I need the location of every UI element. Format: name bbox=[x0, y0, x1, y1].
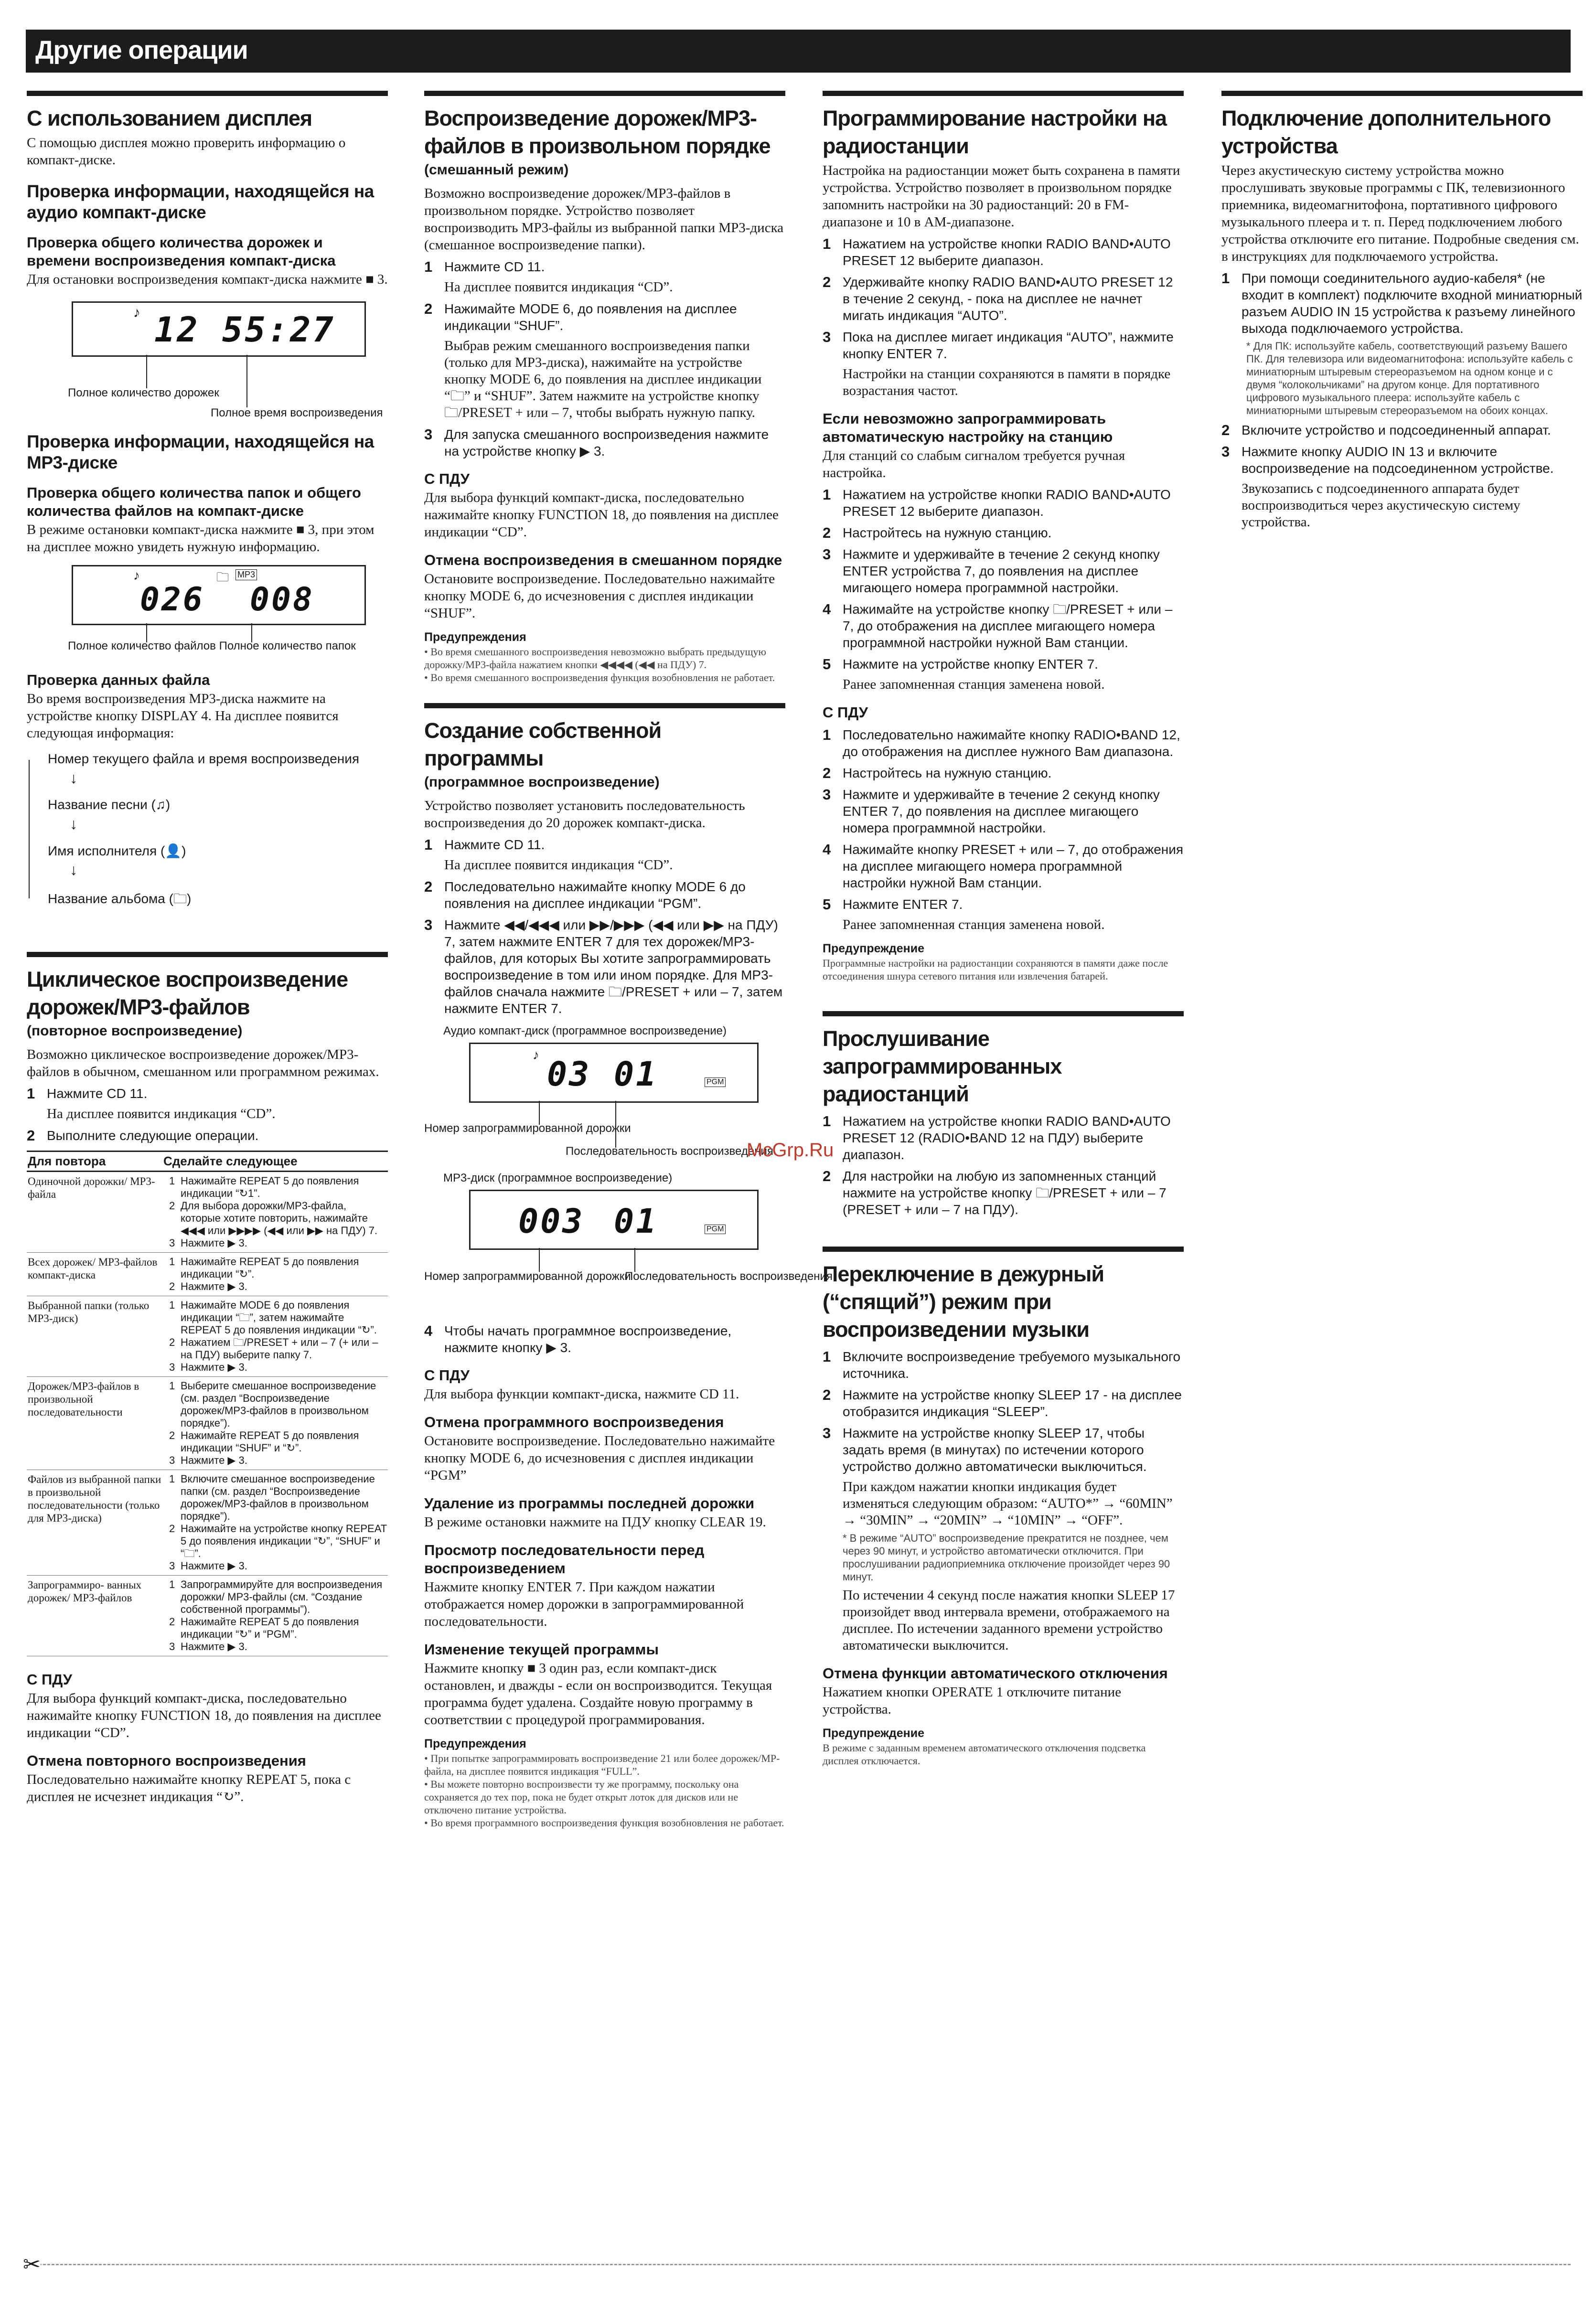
note-item: • При попытке запрограммировать воспроизведение 21 или более дорожек/MP-файла, на дисплее появится индикация “FULL”. bbox=[424, 1752, 780, 1777]
step-item: 3 Пока на дисплее мигает индикация “AUTO”, нажмите кнопку ENTER 7. Настройки на станции сохраняются в памяти в порядке возрастания частот. bbox=[823, 329, 1174, 398]
page-header bbox=[26, 30, 1571, 73]
caption-play-order: Последовательность воспроизведения bbox=[625, 1270, 833, 1283]
step-item: 2 Нажмите на устройстве кнопку SLEEP 17 - на дисплее отобразится индикация “SLEEP”. bbox=[823, 1386, 1182, 1419]
change-program-text: Нажмите кнопку ■ 3 один раз, если компакт-диск остановлен, и дважды - если он воспроизводится. Текущая программа будет удалена. Создайте новую программу в соответствии с процедурой программирования. bbox=[424, 1661, 772, 1727]
lcd-files: 026 bbox=[140, 581, 204, 618]
section-rule bbox=[823, 91, 1184, 96]
note-item: • Во время смешанного воспроизведения функция возобновления не работает. bbox=[424, 672, 775, 683]
subheading-cd-total: Проверка общего количества дорожек и времени воспроизведения компакт-диска bbox=[27, 234, 336, 269]
subheading-remote: С ПДУ bbox=[424, 470, 470, 487]
figure-label: Аудио компакт-диск (программное воспроизведение) bbox=[443, 1024, 727, 1037]
remote-text: Для выбора функций компакт-диска, последовательно нажимайте кнопку FUNCTION 18, до появления на дисплее индикации “CD”. bbox=[424, 490, 779, 540]
step-item: 3 Нажмите и удерживайте в течение 2 секунд кнопку ENTER 7, до появления на дисплее мигающего номера программной настройки. bbox=[823, 786, 1160, 835]
section-title-listen-preset: Прослушивание запрограммированных радиостанций bbox=[823, 1026, 1062, 1106]
step-item: 2 Настройтесь на нужную станцию. bbox=[823, 524, 1052, 541]
step-item: 4 Нажимайте на устройстве кнопку 🗀/PRESET + или – 7, до отображения на дисплее мигающего номера программной настройки нужной Вам станции. bbox=[823, 601, 1173, 650]
caption-programmed-track: Номер запрограммированной дорожки bbox=[424, 1270, 631, 1283]
table-row: Всех дорожек/ MP3-файлов компакт-диска 1 Нажимайте REPEAT 5 до появления индикации “↻”. 2 Нажмите ▶ 3. bbox=[27, 1253, 388, 1296]
step-item: 2 Настройтесь на нужную станцию. bbox=[823, 765, 1052, 781]
caption-play-order: Последовательность воспроизведения bbox=[566, 1145, 773, 1158]
arrow-down-icon: ↓ bbox=[70, 815, 77, 832]
remote-text: Для выбора функций компакт-диска, последовательно нажимайте кнопку FUNCTION 18, до появления на дисплее индикации “CD”. bbox=[27, 1691, 381, 1740]
cd-instruction: Для остановки воспроизведения компакт-диска нажмите ■ 3. bbox=[27, 272, 388, 287]
section-title-shuffle: Воспроизведение дорожек/MP3-файлов в произвольном порядке bbox=[424, 106, 771, 158]
column-1 bbox=[27, 91, 388, 1808]
subheading-delete-track: Удаление из программы последней дорожки bbox=[424, 1495, 755, 1512]
footnote: * В режиме “AUTO” воспроизведение прекратится не позднее, чем через 90 минут, и устройство автоматически отключится. При прослушивании радиоприемника отключение произойдет через 90 минут. bbox=[843, 1532, 1170, 1583]
section-subtitle: (повторное воспроизведение) bbox=[27, 1023, 243, 1039]
page-title: Другие операции bbox=[35, 36, 248, 64]
step-item: 1 Нажатием на устройстве кнопки RADIO BAND•AUTO PRESET 12 выберите диапазон. bbox=[823, 486, 1171, 519]
lcd-order: 01 bbox=[614, 1055, 658, 1094]
cancel-repeat-text: Последовательно нажимайте кнопку REPEAT 5, пока с дисплея не исчезнет индикация “↻”. bbox=[27, 1772, 351, 1804]
step-item: 1 Последовательно нажимайте кнопку RADIO•BAND 12, до отображения на дисплее нужного Вам диапазона. bbox=[823, 726, 1180, 759]
intro-text: Возможно воспроизведение дорожек/MP3-файлов в произвольном порядке. Устройство позволяет воспроизводить MP3-файлы из выбранной папки MP3-диска (смешанное воспроизведение папки). bbox=[424, 186, 784, 253]
lcd-value: 12 55:27 bbox=[154, 309, 335, 350]
step-item: 3 Нажмите кнопку AUDIO IN 13 и включите воспроизведение на подсоединенном устройстве. Звукозапись с подсоединенного аппарата будет воспроизводиться через акустическую систему устройства. bbox=[1221, 443, 1554, 530]
table-row: Выбранной папки (только MP3-диск) 1 Нажимайте MODE 6 до появления индикации “🗀”, затем нажимайте REPEAT 5 до появления индикации “↻”. 2 Нажатием 🗀/PRESET + или – 7 (+ или – на ПДУ) выберите папку 7. 3 Нажмите ▶ 3. bbox=[27, 1296, 388, 1377]
caption-total-time: Полное время воспроизведения bbox=[211, 406, 383, 419]
pgm-indicator: PGM bbox=[705, 1077, 726, 1087]
lcd-folders: 008 bbox=[250, 581, 314, 618]
cut-line bbox=[26, 2264, 1571, 2265]
heading-cd-info: Проверка информации, находящейся на аудио компакт-диске bbox=[27, 181, 374, 222]
caption-programmed-track: Номер запрограммированной дорожки bbox=[424, 1122, 631, 1135]
section-subtitle: (смешанный режим) bbox=[424, 162, 569, 178]
section-title-display: С использованием дисплея bbox=[27, 106, 312, 130]
step-item: 2 Выполните следующие операции. bbox=[27, 1127, 259, 1144]
sleep-after-text: По истечении 4 секунд после нажатия кнопки SLEEP 17 произойдет ввод интервала времени, отображаемого на дисплее. По истечении заданного времени устройство автоматически выключится. bbox=[843, 1588, 1175, 1653]
cancel-sleep-text: Нажатием кнопки OPERATE 1 отключите питание устройства. bbox=[823, 1684, 1122, 1717]
subheading-mp3-total: Проверка общего количества папок и общего количества файлов на компакт-диске bbox=[27, 484, 361, 519]
mp3-display-figure bbox=[27, 558, 388, 654]
lcd-order: 01 bbox=[614, 1202, 658, 1241]
table-row: Запрограммиро- ванных дорожек/ MP3-файлов 1 Запрограммируйте для воспроизведения дорожки/ MP3-файлы (см. “Создание собственной программы”). 2 Нажимайте REPEAT 5 до появления индикации “↻” и “PGM”. 3 Нажмите ▶ 3. bbox=[27, 1576, 388, 1656]
subheading-view-order: Просмотр последовательности перед воспроизведением bbox=[424, 1542, 705, 1577]
step-item: 3 Нажмите ◀◀/◀◀◀ или ▶▶/▶▶▶ (◀◀ или ▶▶ на ПДУ) 7, затем нажмите ENTER 7 для тех дорожек/MP3-файлов, для которых Вы хотите запрограммировать воспроизведение в том или ином порядке. Для MP3-файлов сначала нажмите 🗀/PRESET + или – 7, затем нажмите ENTER 7. bbox=[424, 917, 783, 1016]
table-row: Файлов из выбранной папки в произвольной последовательности (только для MP3-диска) 1 Включите смешанное воспроизведение папки (см. раздел “Воспроизведение дорожек/MP3-файлов в произвольном порядке”). 2 Нажимайте на устройстве кнопку REPEAT 5 до появления индикации “↻”, “SHUF” и “🗀”. 3 Нажмите ▶ 3. bbox=[27, 1470, 388, 1576]
flow-item: Номер текущего файла и время воспроизведения bbox=[48, 751, 360, 766]
section-rule bbox=[424, 91, 785, 96]
note-item: Программные настройки на радиостанции сохраняются в памяти даже после отсоединения шнура сетевого питания или извлечения батарей. bbox=[823, 957, 1168, 982]
table-header: Для повтора bbox=[27, 1151, 162, 1172]
shuffle-steps bbox=[424, 258, 785, 459]
mp3-instruction: В режиме остановки компакт-диска нажмите ■ 3, при этом на дисплее можно увидеть нужную информацию. bbox=[27, 522, 375, 554]
step-item: 5 Нажмите ENTER 7. Ранее запомненная станция заменена новой. bbox=[823, 896, 1105, 932]
cancel-shuffle-text: Остановите воспроизведение. Последовательно нажимайте кнопку MODE 6, до исчезновения с дисплея индикации “SHUF”. bbox=[424, 571, 775, 621]
leader-line bbox=[539, 1101, 540, 1125]
leader-line bbox=[634, 1248, 635, 1272]
step-item: 3 Для запуска смешанного воспроизведения нажмите на устройстве кнопку ▶ 3. bbox=[424, 426, 769, 458]
note-heading: Предупреждение bbox=[823, 1727, 925, 1740]
footnote: * Для ПК: используйте кабель, соответствующий разъему Вашего ПК. Для телевизора или видеомагнитофона: используйте кабель с миниатюрным штыревым стереоразъемом на одном конце и с двумя “колокольчиками” на другом конце. Для портативного цифрового музыкального плеера: используйте кабель с миниатюрными штыревым стереоразъемом на обоих концах. bbox=[1246, 340, 1573, 416]
note-icon: ♪ bbox=[533, 1048, 539, 1063]
lcd-display bbox=[469, 1190, 759, 1250]
note-item: • Во время программного воспроизведения функция возобновления не работает. bbox=[424, 1817, 784, 1829]
subheading-remote: С ПДУ bbox=[823, 704, 868, 721]
step-item: 3 Нажмите на устройстве кнопку SLEEP 17, чтобы задать время (в минутах) по истечении которого устройство должно автоматически выключиться. При каждом нажатии кнопки индикация будет изменяться следующим образом: “AUTO*” → “60MIN” → “30MIN” → “20MIN” → “10MIN” → “OFF”. * В режиме “AUTO” воспроизведение прекратится не позднее, чем через 90 минут, и устройство автоматически отключится. При прослушивании радиоприемника отключение произойдет через 90 минут. По истечении 4 секунд после нажатия кнопки SLEEP 17 произойдет ввод интервала времени, отображаемого на дисплее. По истечении заданного времени устройство автоматически выключится. bbox=[823, 1425, 1184, 1654]
note-item: В режиме с заданным временем автоматического отключения подсветка дисплея отключается. bbox=[823, 1742, 1146, 1767]
step-item: 4 Нажимайте кнопку PRESET + или – 7, до отображения на дисплее мигающего номера программной настройки нужной Вам станции. bbox=[823, 841, 1184, 890]
arrow-down-icon: ↓ bbox=[70, 861, 77, 878]
cancel-program-text: Остановите воспроизведение. Последовательно нажимайте кнопку MODE 6, до исчезновения с дисплея индикации “PGM” bbox=[424, 1433, 775, 1483]
remote-text: Для выбора функции компакт-диска, нажмите CD 11. bbox=[424, 1386, 739, 1402]
section-title-program: Создание собственной программы bbox=[424, 718, 662, 770]
flow-line bbox=[29, 760, 30, 898]
leader-line bbox=[146, 355, 147, 388]
section-title-repeat: Циклическое воспроизведение дорожек/MP3-файлов bbox=[27, 967, 348, 1019]
scissors-icon: ✂ bbox=[23, 2253, 41, 2276]
pgm-indicator: PGM bbox=[705, 1225, 726, 1234]
leader-line bbox=[539, 1248, 540, 1272]
note-heading: Предупреждение bbox=[823, 942, 925, 955]
subheading-remote: С ПДУ bbox=[27, 1671, 73, 1688]
cd-display-figure bbox=[27, 291, 388, 419]
intro-text: Через акустическую систему устройства можно прослушивать звуковые программы с ПК, телевизионного приемника, видеомагнитофона, портативного цифрового музыкального плеера и т. п. Перед подключением любого устройства отключите его питание. Подробные сведения см. в инструкциях для подключаемого устройства. bbox=[1221, 163, 1579, 264]
step-item: 1 При помощи соединительного аудио-кабеля* (не входит в комплект) подключите входной миниатюрный разъем AUDIO IN 15 устройства к разъему линейного выхода подключаемого устройства. * Для ПК: используйте кабель, соответствующий разъему Вашего ПК. Для телевизора или видеомагнитофона: используйте кабель с миниатюрным штыревым стереоразъемом на одном конце и с двумя “колокольчиками” на другом конце. Для портативного цифрового музыкального плеера: используйте кабель с миниатюрными штыревым стереоразъемом на обоих концах. bbox=[1221, 270, 1583, 416]
step-item: 2 Для настройки на любую из запомненных станций нажмите на устройстве кнопку 🗀/PRESET + или – 7 (PRESET + или – 7 на ПДУ). bbox=[823, 1168, 1167, 1217]
view-order-text: Нажмите кнопку ENTER 7. При каждом нажатии отображается номер дорожки в запрограммированной последовательности. bbox=[424, 1579, 744, 1629]
flow-item: Название песни (♫) bbox=[48, 797, 171, 812]
note-item: • Вы можете повторно воспроизвести ту же программу, поскольку она сохраняется до тех пор, пока не будет открыт лоток для дисков или не отключено питание устройства. bbox=[424, 1778, 739, 1816]
subheading-cancel-program: Отмена программного воспроизведения bbox=[424, 1414, 724, 1430]
lcd-track: 003 bbox=[518, 1202, 585, 1241]
table-header: Сделайте следующее bbox=[162, 1151, 388, 1172]
section-rule bbox=[27, 952, 388, 957]
subheading-cancel-shuffle: Отмена воспроизведения в смешанном порядке bbox=[424, 552, 782, 568]
caption-total-tracks: Полное количество дорожек bbox=[68, 386, 219, 399]
intro-text: Настройка на радиостанции может быть сохранена в памяти устройства. Устройство позволяет в произвольном порядке запомнить настройки на 30 радиостанций: 20 в FM-диапазоне и 10 в AM-диапазоне. bbox=[823, 163, 1180, 230]
heading-mp3-info: Проверка информации, находящейся на MP3-диске bbox=[27, 432, 374, 472]
intro-text: Возможно циклическое воспроизведение дорожек/MP3-файлов в обычном, смешанном или программном режимах. bbox=[27, 1047, 379, 1079]
step-item: 1 Включите воспроизведение требуемого музыкального источника. bbox=[823, 1348, 1181, 1381]
column-3 bbox=[823, 91, 1184, 1767]
section-rule bbox=[424, 703, 785, 708]
flow-item: Имя исполнителя (👤) bbox=[48, 843, 186, 858]
folder-icon: 🗀 bbox=[216, 570, 229, 584]
step-item: 1 Нажмите CD 11. На дисплее появится индикация “CD”. bbox=[27, 1085, 276, 1121]
step-item: 1 Нажатием на устройстве кнопки RADIO BAND•AUTO PRESET 12 выберите диапазон. bbox=[823, 235, 1171, 268]
step-item: 1 Нажмите CD 11. На дисплее появится индикация “CD”. bbox=[424, 836, 673, 873]
subheading-cancel-sleep: Отмена функции автоматического отключения bbox=[823, 1665, 1168, 1682]
delete-track-text: В режиме остановки нажмите на ПДУ кнопку CLEAR 19. bbox=[424, 1514, 766, 1530]
file-data-instruction: Во время воспроизведения MP3-диска нажмите на устройстве кнопку DISPLAY 4. На дисплее появится следующая информация: bbox=[27, 691, 339, 741]
note-heading: Предупреждения bbox=[424, 630, 526, 644]
section-title-aux: Подключение дополнительного устройства bbox=[1221, 106, 1551, 158]
section-subtitle: (программное воспроизведение) bbox=[424, 774, 660, 790]
lcd-display bbox=[72, 301, 366, 357]
leader-line bbox=[246, 355, 247, 407]
subheading-manual-preset: Если невозможно запрограммировать автоматическую настройку на станцию bbox=[823, 410, 1113, 445]
step-item: 2 Удерживайте кнопку RADIO BAND•AUTO PRESET 12 в течение 2 секунд, - пока на дисплее не начнет мигать индикация “AUTO”. bbox=[823, 274, 1173, 323]
arrow-down-icon: ↓ bbox=[70, 769, 77, 787]
note-item: • Во время смешанного воспроизведения невозможно выбрать предыдущую дорожку/MP3-файла нажатием кнопки ◀◀◀◀ (◀◀ на ПДУ) 7. bbox=[424, 646, 766, 671]
step-item: 5 Нажмите на устройстве кнопку ENTER 7. Ранее запомненная станция заменена новой. bbox=[823, 656, 1105, 692]
display-info-flow bbox=[27, 751, 388, 909]
section-rule bbox=[27, 91, 388, 96]
section-title-sleep: Переключение в дежурный (“спящий”) режим при воспроизведении музыки bbox=[823, 1262, 1104, 1342]
section-rule bbox=[823, 1247, 1184, 1252]
watermark: McGrp.Ru bbox=[747, 1140, 834, 1161]
lcd-track: 03 bbox=[547, 1055, 591, 1094]
mp3-icon: MP3 bbox=[236, 569, 257, 580]
section-title-radio-preset: Программирование настройки на радиостанции bbox=[823, 106, 1167, 158]
figure-label: MP3-диск (программное воспроизведение) bbox=[443, 1172, 673, 1184]
step-item: 3 Нажмите и удерживайте в течение 2 секунд кнопку ENTER устройства 7, до появления на дисплее мигающего номера программной настройки. bbox=[823, 546, 1160, 595]
table-row: Одиночной дорожки/ MP3-файла 1 Нажимайте REPEAT 5 до появления индикации “↻1”. 2 Для выбора дорожки/MP3-файла, которые хотите повторить, нажимайте ◀◀◀ или ▶▶▶▶ (◀◀ или ▶▶ на ПДУ) 7. 3 Нажмите ▶ 3. bbox=[27, 1172, 388, 1253]
note-icon: ♪ bbox=[133, 305, 140, 320]
lcd-display bbox=[469, 1043, 759, 1103]
manual-preset-text: Для станций со слабым сигналом требуется ручная настройка. bbox=[823, 448, 1125, 480]
subheading-cancel-repeat: Отмена повторного воспроизведения bbox=[27, 1752, 306, 1769]
step-item: 1 Нажатием на устройстве кнопки RADIO BAND•AUTO PRESET 12 (RADIO•BAND 12 на ПДУ) выберите диапазон. bbox=[823, 1113, 1171, 1162]
note-icon: ♪ bbox=[133, 568, 140, 583]
subheading-file-data: Проверка данных файла bbox=[27, 672, 210, 688]
intro-text: С помощью дисплея можно проверить информацию о компакт-диске. bbox=[27, 135, 346, 168]
step-item: 4 Чтобы начать программное воспроизведение, нажмите кнопку ▶ 3. bbox=[424, 1322, 732, 1355]
section-rule bbox=[1221, 91, 1583, 96]
step-item: 2 Последовательно нажимайте кнопку MODE 6 до появления на дисплее индикации “PGM”. bbox=[424, 878, 746, 911]
lcd-display bbox=[72, 565, 366, 625]
subheading-change-program: Изменение текущей программы bbox=[424, 1641, 659, 1658]
step-item: 2 Включите устройство и подсоединенный аппарат. bbox=[1221, 422, 1551, 438]
subheading-remote: С ПДУ bbox=[424, 1367, 470, 1384]
section-rule bbox=[823, 1011, 1184, 1016]
repeat-table bbox=[27, 1151, 388, 1656]
caption-files-folders: Полное количество файлов Полное количество папок bbox=[68, 640, 356, 652]
step-item: 1 Нажмите CD 11. На дисплее появится индикация “CD”. bbox=[424, 258, 673, 295]
intro-text: Устройство позволяет установить последовательность воспроизведения до 20 дорожек компакт-диска. bbox=[424, 798, 745, 831]
flow-item: Название альбома (🗀) bbox=[48, 891, 192, 906]
table-row: Дорожек/MP3-файлов в произвольной последовательности 1 Выберите смешанное воспроизведение (см. раздел “Воспроизведение дорожек/MP3-файлов в произвольном порядке”). 2 Нажимайте REPEAT 5 до появления индикации “SHUF” и “↻”. 3 Нажмите ▶ 3. bbox=[27, 1377, 388, 1470]
column-4 bbox=[1221, 91, 1583, 535]
note-heading: Предупреждения bbox=[424, 1737, 526, 1750]
step-item: 2 Нажимайте MODE 6, до появления на дисплее индикации “SHUF”. Выбрав режим смешанного воспроизведения папки (только для MP3-диска), нажимайте на устройстве кнопку MODE 6, до появления на дисплее индикации “🗀” и “SHUF”. Затем нажмите на устройстве кнопку 🗀/PRESET + или – 7, чтобы выбрать нужную папку. bbox=[424, 300, 762, 420]
